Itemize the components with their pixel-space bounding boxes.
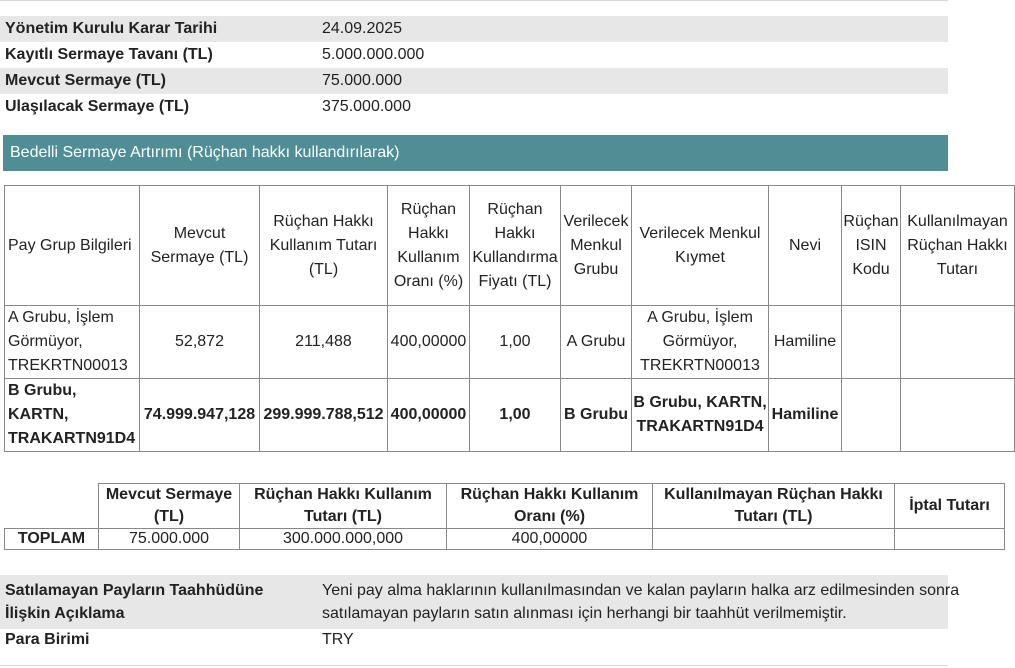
info-label: Yönetim Kurulu Karar Tarihi	[5, 20, 218, 37]
column-header: Rüçhan Hakkı Kullanım Tutarı (TL)	[260, 186, 388, 306]
column-header: Kullanılmayan Rüçhan Hakkı Tutarı	[901, 186, 1015, 306]
info-row	[0, 42, 948, 68]
column-header: Mevcut Sermaye (TL)	[140, 186, 260, 306]
info-value: 375.000.000	[322, 98, 411, 115]
info-label: Kayıtlı Sermaye Tavanı (TL)	[5, 46, 213, 63]
table-cell: TOPLAM	[5, 529, 99, 550]
table-cell: 400,00000	[447, 529, 653, 550]
table-cell: 300.000.000,000	[240, 529, 447, 550]
table-cell: 211,488	[260, 306, 388, 379]
info-value: Yeni pay alma haklarının kullanılmasından ve kalan payların halka arz edilmesinden sonra satılamayan payların satın alınması için herhangi bir taahhüt verilmemiştir.	[322, 582, 960, 622]
column-header: Rüçhan ISIN Kodu	[842, 186, 901, 306]
info-row	[0, 94, 948, 120]
section-header	[3, 135, 948, 171]
table-cell	[653, 529, 895, 550]
totals-row	[5, 529, 1005, 550]
table-cell: A Grubu, İşlem Görmüyor, TREKRTN00013	[632, 306, 769, 379]
table-cell	[842, 306, 901, 379]
table-cell	[895, 529, 1005, 550]
table-header-row	[5, 186, 1015, 306]
info-row	[0, 68, 948, 94]
column-header: Nevi	[769, 186, 842, 306]
info-label: Ulaşılacak Sermaye (TL)	[5, 98, 190, 115]
table-cell: 1,00	[470, 306, 561, 379]
column-header: Verilecek Menkul Kıymet	[632, 186, 769, 306]
info-value: 5.000.000.000	[322, 46, 425, 63]
table-cell: A Grubu	[561, 306, 632, 379]
table-row	[5, 306, 1015, 379]
column-header: Verilecek Menkul Grubu	[561, 186, 632, 306]
column-header: Mevcut Sermaye (TL)	[99, 484, 240, 529]
table-cell: 1,00	[470, 379, 561, 452]
column-header: Rüçhan Hakkı Kullanım Oranı (%)	[388, 186, 470, 306]
table-cell: B Grubu, KARTN, TRAKARTN91D4	[632, 379, 769, 452]
column-header: Pay Grup Bilgileri	[5, 186, 140, 306]
info-label: Satılamayan Payların Taahhüdüne İlişkin Açıklama	[5, 582, 264, 622]
table-row	[5, 379, 1015, 452]
info-label: Para Birimi	[5, 631, 90, 648]
column-header: Rüçhan Hakkı Kullandırma Fiyatı (TL)	[470, 186, 561, 306]
table-cell: 74.999.947,128	[140, 379, 260, 452]
column-header: Kullanılmayan Rüçhan Hakkı Tutarı (TL)	[653, 484, 895, 529]
table-cell: 299.999.788,512	[260, 379, 388, 452]
info-row	[0, 16, 948, 42]
table-cell: 400,00000	[388, 379, 470, 452]
bottom-divider	[0, 665, 948, 666]
table-cell: 400,00000	[388, 306, 470, 379]
table-cell: 52,872	[140, 306, 260, 379]
info-value: 24.09.2025	[322, 20, 403, 37]
table-cell: Hamiline	[769, 379, 842, 452]
table-cell: Hamiline	[769, 306, 842, 379]
info-label: Mevcut Sermaye (TL)	[5, 72, 166, 89]
totals-table	[4, 483, 1005, 550]
rights-table-wrapper[interactable]	[4, 185, 1008, 460]
column-header: Rüçhan Hakkı Kullanım Oranı (%)	[447, 484, 653, 529]
info-value: TRY	[322, 631, 354, 648]
column-header: Rüçhan Hakkı Kullanım Tutarı (TL)	[240, 484, 447, 529]
decision-info-list	[0, 16, 948, 120]
info-row	[0, 575, 960, 629]
column-header	[5, 484, 99, 529]
table-cell: A Grubu, İşlem Görmüyor, TREKRTN00013	[5, 306, 140, 379]
column-header: İptal Tutarı	[895, 484, 1005, 529]
rights-table	[4, 185, 1015, 452]
table-cell	[901, 379, 1015, 452]
top-divider	[0, 0, 948, 1]
info-row	[0, 629, 948, 655]
table-cell: B Grubu	[561, 379, 632, 452]
totals-table-wrapper[interactable]	[4, 483, 990, 551]
section-title: Bedelli Sermaye Artırımı (Rüçhan hakkı kullandırılarak)	[10, 144, 400, 161]
table-header-row	[5, 484, 1005, 529]
info-value: 75.000.000	[322, 72, 403, 89]
table-cell: 75.000.000	[99, 529, 240, 550]
table-cell: B Grubu, KARTN, TRAKARTN91D4	[5, 379, 140, 452]
table-cell	[842, 379, 901, 452]
table-cell	[901, 306, 1015, 379]
footer-info-list	[0, 575, 960, 668]
